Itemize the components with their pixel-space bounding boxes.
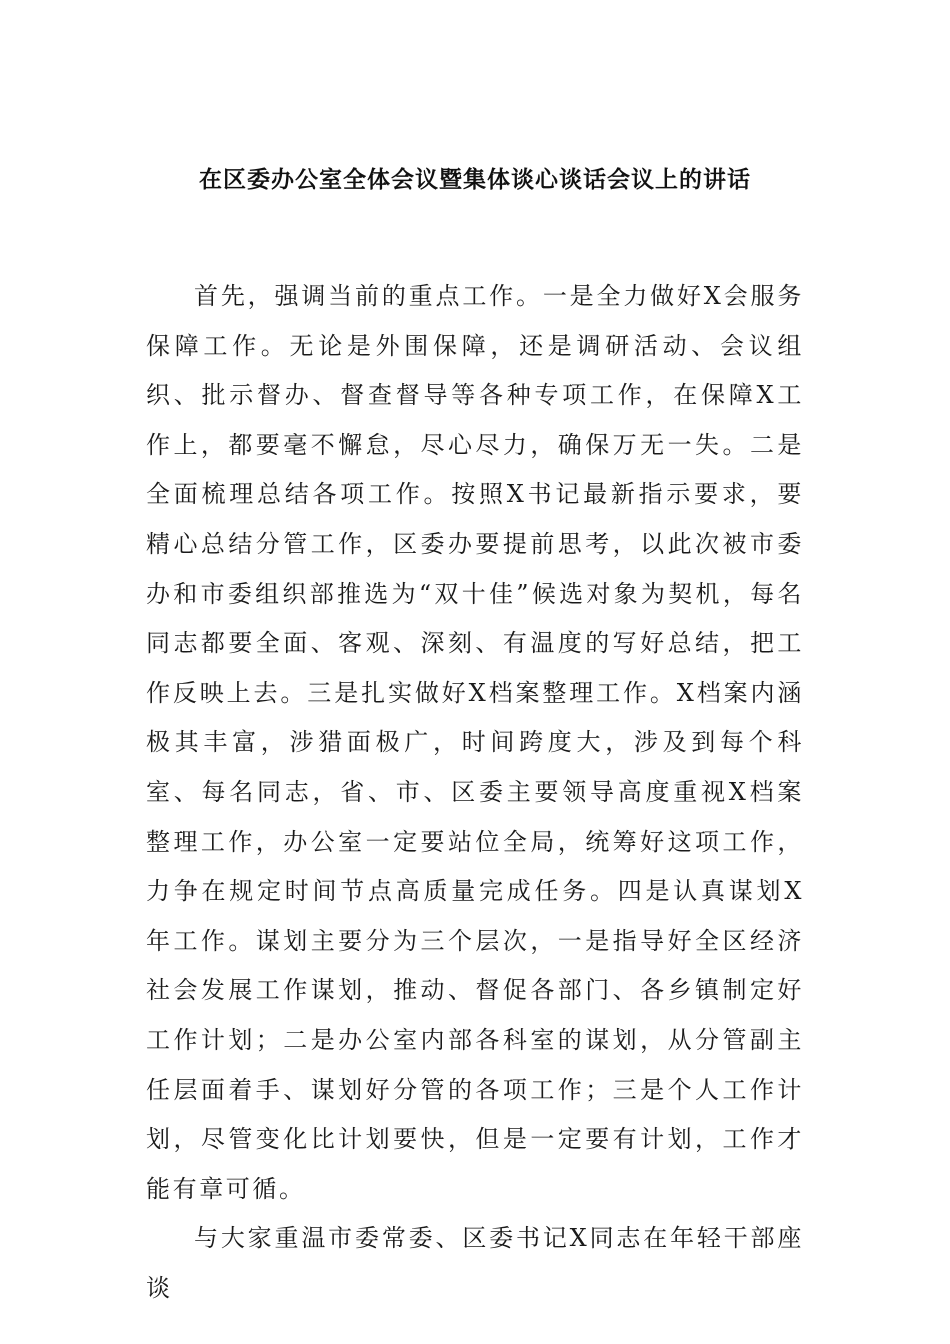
document-title: 在区委办公室全体会议暨集体谈心谈话会议上的讲话 [199,167,751,193]
paragraph-1: 首先，强调当前的重点工作。一是全力做好X会服务保障工作。无论是外围保障，还是调研活动、会议组织、批示督办、督查督导等各种专项工作，在保障X工作上，都要毫不懈怠，尽心尽力，确保万无一失。二是全面梳理总结各项工作。按照X书记最新指示要求，要精心总结分管工作，区委办要提前思考，以此次被市委办和市委组织部推选为“双十佳”候选对象为契机，每名同志都要全面、客观、深刻、有温度的写好总结，把工作反映上去。三是扎实做好X档案整理工作。X档案内涵极其丰富，涉猎面极广，时间跨度大，涉及到每个科室、每名同志，省、市、区委主要领导高度重视X档案整理工作，办公室一定要站位全局，统筹好这项工作，力争在规定时间节点高质量完成任务。四是认真谋划X年工作。谋划主要分为三个层次，一是指导好全区经济社会发展工作谋划，推动、督促各部门、各乡镇制定好工作计划；二是办公室内部各科室的谋划，从分管副主任层面着手、谋划好分管的各项工作；三是个人工作计划，尽管变化比计划要快，但是一定要有计划，工作才能有章可循。 [146,282,804,1203]
paragraph-2: 与大家重温市委常委、区委书记X同志在年轻干部座谈 [146,1224,804,1302]
document-body [146,272,804,1313]
